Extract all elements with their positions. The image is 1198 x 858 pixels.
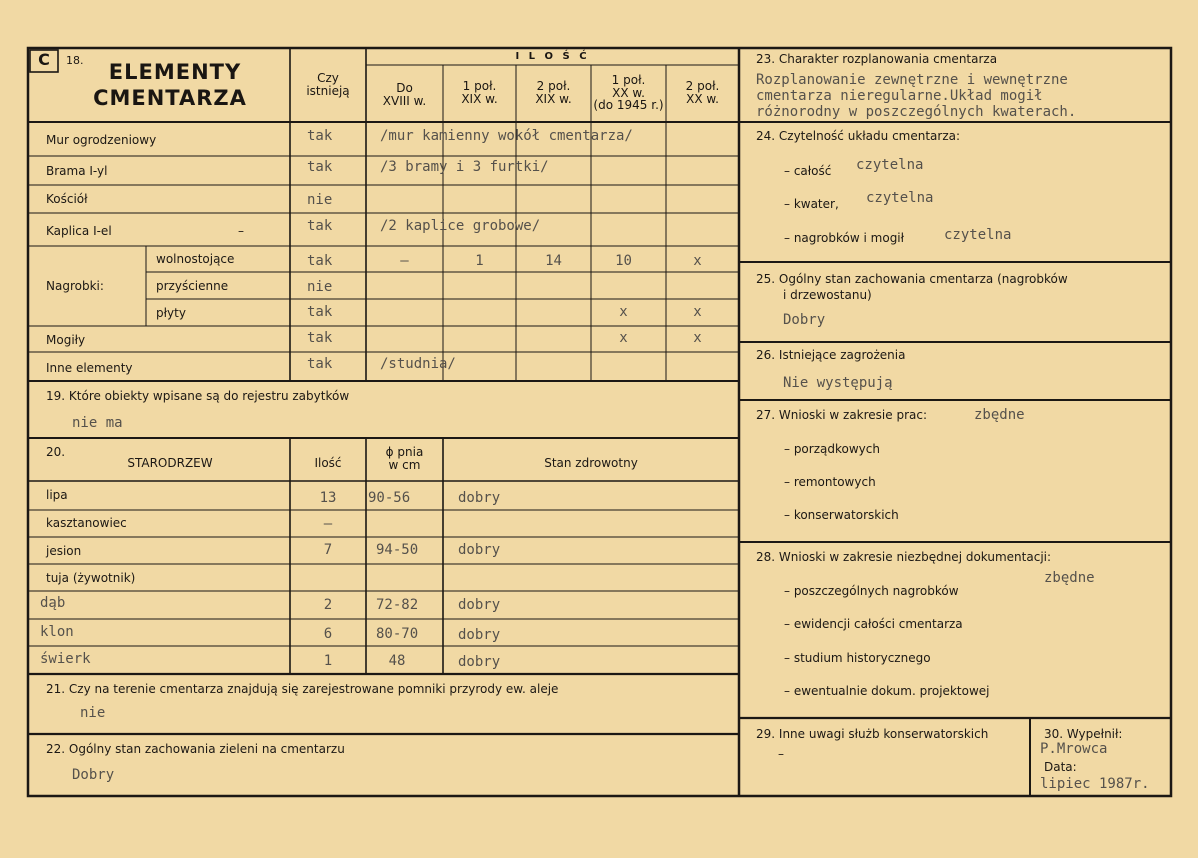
q24-label: 24. Czytelność układu cmentarza:: [756, 129, 961, 143]
tree-count: 2: [323, 597, 333, 613]
tree-state: dobry: [458, 627, 501, 643]
row-mogily-label: Mogiły: [46, 333, 86, 347]
tree-diameter: 48: [388, 653, 406, 669]
q23-answer-line2: cmentarza nieregularne.Układ mogił: [756, 88, 1043, 104]
header-ilosc: I L O Ś Ć: [515, 51, 590, 62]
row-plyty-c4: x: [619, 304, 628, 320]
section-18-number: 18.: [66, 54, 84, 67]
row-kaplica-dash: –: [238, 224, 244, 238]
q25-label-line2: i drzewostanu): [783, 288, 872, 302]
q23-label: 23. Charakter rozplanowania cmentarza: [756, 52, 998, 66]
row-wolno-c3: 14: [545, 253, 562, 269]
q28-item: – ewentualnie dokum. projektowej: [784, 684, 990, 698]
row-inne-label: Inne elementy: [46, 361, 133, 375]
row-mogily-c4: x: [619, 330, 628, 346]
header-do-18: Do XVIII w.: [382, 81, 427, 108]
row-kaplica-label: Kaplica I-el: [46, 224, 112, 238]
q24-item-value: czytelna: [866, 190, 934, 206]
header-tree-count: Ilość: [314, 456, 342, 470]
q28-item: – poszczególnych nagrobków: [784, 584, 959, 598]
row-brama-note: /3 bramy i 3 furtki/: [380, 159, 549, 175]
q26-label: 26. Istniejące zagrożenia: [756, 348, 906, 362]
q30-label: 30. Wypełnił:: [1044, 727, 1123, 741]
row-brama-label: Brama I-yl: [46, 164, 108, 178]
tree-diameter: 90-56: [368, 490, 411, 506]
q28-answer: zbędne: [1044, 570, 1095, 586]
q24-item-value: czytelna: [856, 157, 924, 173]
row-wolno-c2: 1: [475, 253, 484, 269]
row-wolno-c4: 10: [615, 253, 632, 269]
row-plyty-label: płyty: [156, 306, 186, 320]
section-20-title: STARODRZEW: [127, 456, 213, 470]
row-kosciol-exists: nie: [307, 192, 333, 208]
tree-name: świerk: [40, 651, 91, 667]
q25-answer: Dobry: [783, 312, 826, 328]
row-kosciol-label: Kościół: [46, 192, 88, 206]
q26-answer: Nie występują: [783, 375, 893, 391]
row-mogily-exists: tak: [307, 330, 333, 346]
row-kaplica-exists: tak: [307, 218, 333, 234]
tree-diameter: 72-82: [376, 597, 419, 613]
row-plyty-exists: tak: [307, 304, 333, 320]
tree-count: 6: [323, 626, 333, 642]
q28-item: – studium historycznego: [784, 651, 931, 665]
row-przyscienne-label: przyścienne: [156, 279, 229, 293]
q28-label: 28. Wnioski w zakresie niezbędnej dokumentacji:: [756, 550, 1052, 564]
q25-label-line1: 25. Ogólny stan zachowania cmentarza (nagrobków: [756, 272, 1068, 286]
q24-item-value: czytelna: [944, 227, 1012, 243]
tree-name: jesion: [46, 544, 82, 558]
row-przyscienne-exists: nie: [307, 279, 333, 295]
q22-answer: Dobry: [72, 767, 115, 783]
tree-name: tuja (żywotnik): [46, 571, 136, 585]
q24-item-label: – kwater,: [784, 197, 839, 211]
tree-name: klon: [40, 624, 74, 640]
q29-label: 29. Inne uwagi służb konserwatorskich: [756, 727, 989, 741]
section-20-number: 20.: [46, 445, 66, 459]
row-inne-exists: tak: [307, 356, 333, 372]
q23-answer-line1: Rozplanowanie zewnętrzne i wewnętrzne: [756, 72, 1068, 88]
tree-count: 7: [323, 542, 333, 558]
section-18-title-line1: ELEMENTY: [108, 60, 242, 84]
q24-item-label: – nagrobków i mogił: [784, 231, 905, 245]
q27-item: – porządkowych: [784, 442, 880, 456]
tree-state: dobry: [458, 597, 501, 613]
tree-count: –: [323, 516, 333, 532]
section-18-title-line2: CMENTARZA: [93, 86, 247, 110]
row-wolno-c1: –: [400, 253, 409, 269]
tree-diameter: 94-50: [376, 542, 419, 558]
header-health-state: Stan zdrowotny: [544, 456, 638, 470]
q23-answer-line3: różnorodny w poszczególnych kwaterach.: [756, 104, 1077, 120]
row-mur-note: /mur kamienny wokół cmentarza/: [380, 128, 633, 144]
row-wolno-exists: tak: [307, 253, 333, 269]
tree-name: lipa: [46, 488, 68, 502]
q30-date-label: Data:: [1044, 760, 1077, 774]
tree-count: 13: [319, 490, 337, 506]
tree-name: kasztanowiec: [46, 516, 127, 530]
header-exists: Czy istnieją: [306, 71, 350, 98]
header-20a: 1 poł. XX w. (do 1945 r.): [593, 73, 664, 113]
tree-state: dobry: [458, 654, 501, 670]
q29-dash: –: [778, 747, 784, 761]
q21-label: 21. Czy na terenie cmentarza znajdują się zarejestrowane pomniki przyrody ew. aleje: [46, 682, 559, 696]
header-trunk-diameter: ϕ pnia w cm: [385, 445, 424, 472]
q22-label: 22. Ogólny stan zachowania zieleni na cmentarzu: [46, 742, 345, 756]
tree-state: dobry: [458, 542, 501, 558]
row-mogily-c5: x: [693, 330, 702, 346]
row-mur-exists: tak: [307, 128, 333, 144]
row-kaplica-note: /2 kaplice grobowe/: [380, 218, 541, 234]
q30-name: P.Mrowca: [1040, 741, 1108, 757]
row-wolno-c5: x: [693, 253, 702, 269]
header-19a: 1 poł. XIX w.: [461, 79, 498, 106]
q27-item: – konserwatorskich: [784, 508, 899, 522]
q19-label: 19. Które obiekty wpisane są do rejestru zabytków: [46, 389, 350, 403]
header-19b: 2 poł. XIX w.: [535, 79, 572, 106]
nagrobki-label: Nagrobki:: [46, 279, 104, 293]
q27-item: – remontowych: [784, 475, 876, 489]
header-20b: 2 poł. XX w.: [685, 79, 720, 106]
q21-answer: nie: [80, 705, 106, 721]
row-inne-note: /studnia/: [380, 356, 456, 372]
tree-count: 1: [323, 653, 333, 669]
row-wolno-label: wolnostojące: [156, 252, 235, 266]
row-brama-exists: tak: [307, 159, 333, 175]
tree-name: dąb: [40, 595, 66, 611]
sheet-letter: C: [38, 50, 50, 69]
q30-date: lipiec 1987r.: [1040, 776, 1150, 792]
row-plyty-c5: x: [693, 304, 702, 320]
q27-answer: zbędne: [974, 407, 1025, 423]
q24-item-label: – całość: [784, 164, 832, 178]
row-mur-label: Mur ogrodzeniowy: [46, 133, 157, 147]
q28-item: – ewidencji całości cmentarza: [784, 617, 963, 631]
tree-diameter: 80-70: [376, 626, 419, 642]
tree-state: dobry: [458, 490, 501, 506]
q27-label: 27. Wnioski w zakresie prac:: [756, 408, 928, 422]
q19-answer: nie ma: [72, 415, 123, 431]
